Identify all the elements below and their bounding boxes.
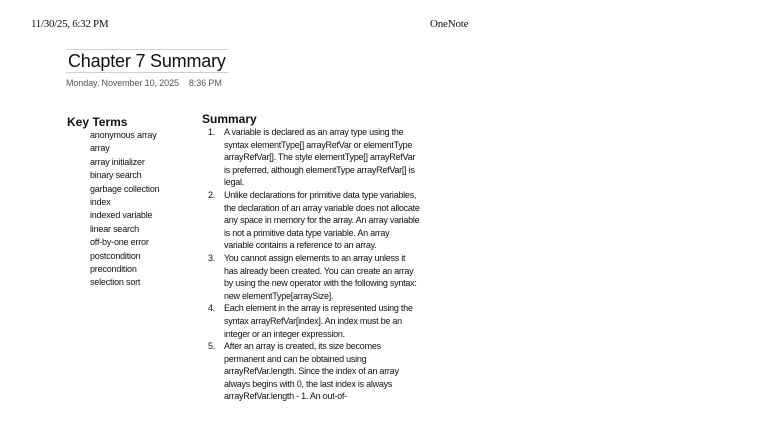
key-term-item: linear search bbox=[90, 223, 139, 234]
key-term-item: postcondition bbox=[90, 250, 141, 261]
summary-item-number: 5. bbox=[208, 341, 216, 352]
summary-item-text: A variable is declared as an array type using the syntax elementType[] arrayRefVar or elementType arrayRefVar[]. The style elementType[] arrayRefVar is preferred, although elementType arrayRefVar[] is legal. bbox=[224, 127, 416, 188]
page-time: 8:36 PM bbox=[188, 78, 222, 88]
print-app-name: OneNote bbox=[430, 18, 469, 30]
page-title-container bbox=[66, 49, 228, 73]
key-term-item: garbage collection bbox=[90, 183, 160, 194]
summary-item bbox=[202, 340, 420, 403]
key-term-item: anonymous array bbox=[90, 130, 157, 140]
summary-item bbox=[202, 126, 420, 189]
summary-item-text: Each element in the array is represented using the syntax arrayRefVar[index]. An index must be an integer or an integer expression. bbox=[224, 303, 413, 339]
key-term-item: array initializer bbox=[90, 156, 145, 167]
key-terms-list bbox=[67, 129, 192, 290]
key-term-item: indexed variable bbox=[90, 210, 153, 221]
summary-list bbox=[202, 126, 427, 403]
key-term-item: array bbox=[90, 143, 110, 154]
key-term-item: index bbox=[90, 197, 111, 208]
summary-item-number: 2. bbox=[208, 189, 216, 200]
summary-item bbox=[202, 302, 420, 340]
summary-item-text: You cannot assign elements to an array unless it has already been created. You can create an array by using the new operator with the following syntax: new elementType[arraySize]. bbox=[224, 252, 417, 301]
key-terms-heading: Key Terms bbox=[67, 115, 128, 129]
key-term-item: binary search bbox=[90, 170, 142, 181]
summary-item-number: 3. bbox=[208, 252, 216, 263]
summary-item-number: 4. bbox=[208, 303, 216, 314]
summary-section bbox=[202, 112, 427, 403]
print-datetime: 11/30/25, 6:32 PM bbox=[31, 18, 109, 30]
page-date: Monday, November 10, 2025 bbox=[66, 78, 179, 88]
summary-item bbox=[202, 252, 420, 302]
summary-item-text: Unlike declarations for primitive data type variables, the declaration of an array variable does not allocate any space in memory for the array. An array variable is not a primitive data type variable. An array variable contains a reference to an array. bbox=[224, 189, 420, 251]
key-terms-section bbox=[67, 115, 192, 290]
key-term-item: off-by-one error bbox=[90, 237, 149, 248]
summary-item-text: After an array is created, its size becomes permanent and can be obtained using arrayRefVar.length. Since the index of an array always begins with 0, the last index is always arrayRefVar.length - 1. An out-of- bbox=[224, 341, 399, 402]
page-date-line bbox=[66, 78, 222, 88]
summary-item bbox=[202, 189, 420, 252]
key-term-item: precondition bbox=[90, 264, 137, 275]
key-term-item: selection sort bbox=[90, 277, 141, 288]
page-title: Chapter 7 Summary bbox=[68, 51, 226, 71]
summary-item-number: 1. bbox=[208, 127, 216, 137]
summary-heading: Summary bbox=[202, 112, 257, 126]
